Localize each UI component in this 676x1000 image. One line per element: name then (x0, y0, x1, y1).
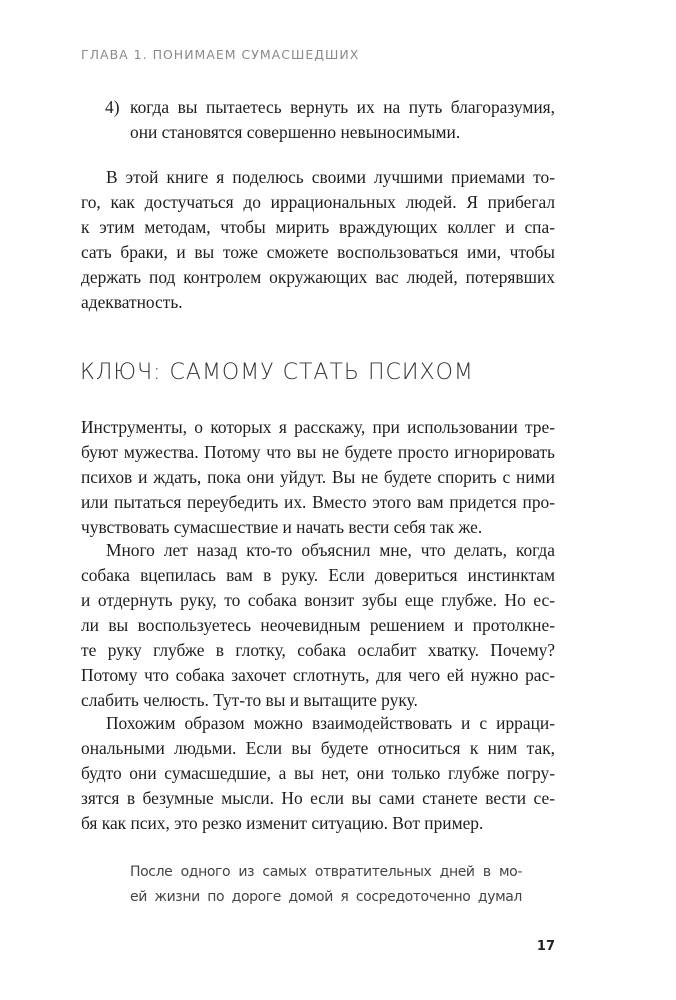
text-line: ональными людьми. Если вы будете относиться к ним так, (81, 738, 555, 758)
text-line: или пытаться переубедить их. Вместо этого вам придется про- (81, 492, 555, 512)
text-line: зятся в безумные мысли. Но если вы сами станете вести се- (81, 788, 555, 808)
text-line: буют мужества. Потому что вы не будете просто игнорировать (81, 442, 555, 462)
page-number: 17 (536, 939, 555, 954)
text-line: го, как достучаться до иррациональных людей. Я прибегал (81, 192, 555, 212)
text-line: В этой книге я поделюсь своими лучшими приемами то- (106, 167, 555, 187)
text-line: когда вы пытаетесь вернуть их на путь благоразумия, (130, 97, 555, 117)
section-heading: КЛЮЧ: САМОМУ СТАТЬ ПСИХОМ (80, 360, 474, 385)
text-line: Много лет назад кто-то объяснил мне, что делать, когда (106, 540, 555, 560)
running-head: ГЛАВА 1. ПОНИМАЕМ СУМАСШЕДШИХ (81, 47, 360, 62)
text-line: чувствовать сумасшествие и начать вести себя так же. (81, 517, 483, 537)
text-line: собака вцепилась вам в руку. Если довериться инстинктам (81, 565, 555, 585)
text-line: бя как псих, это резко изменит ситуацию. Вот пример. (81, 813, 484, 833)
text-line: те руку глубже в глотку, собака ослабит хватку. Почему? (81, 640, 555, 660)
list-number: 4) (105, 97, 120, 117)
text-line: они становятся совершенно невыносимыми. (130, 122, 461, 142)
text-line: Инструменты, о которых я расскажу, при использовании тре- (81, 417, 555, 437)
text-line: психов и ждать, пока они уйдут. Вы не будете спорить с ними (81, 467, 555, 487)
text-line: ли вы воспользуетесь неочевидным решением и протолкне- (81, 615, 555, 635)
text-line: сать браки, и вы тоже сможете воспользоваться ими, чтобы (81, 242, 555, 262)
list-item (130, 95, 555, 145)
text-line: Потому что собака захочет сглотнуть, для чего ей нужно рас- (81, 665, 555, 685)
paragraph-4 (81, 711, 555, 836)
quote-line: ей жизни по дороге домой я сосредоточенно думал (130, 889, 522, 905)
quote-line: После одного из самых отвратительных дней в мо- (130, 864, 522, 880)
block-quote (130, 860, 522, 910)
text-line: адекватность. (81, 292, 183, 312)
text-line: держать под контролем окружающих вас людей, потерявших (81, 267, 555, 287)
text-line: слабить челюсть. Тут-то вы и вытащите руку. (81, 690, 418, 710)
text-line: будто они сумасшедшие, а вы нет, они только глубже погру- (81, 763, 555, 783)
paragraph-2 (81, 415, 555, 540)
text-line: и отдернуть руку, то собака вонзит зубы еще глубже. Но ес- (81, 590, 555, 610)
text-line: к этим методам, чтобы мирить враждующих коллег и спа- (81, 217, 555, 237)
text-line: Похожим образом можно взаимодействовать и с ирраци- (106, 713, 555, 733)
paragraph-1 (81, 165, 555, 315)
paragraph-3 (81, 538, 555, 713)
